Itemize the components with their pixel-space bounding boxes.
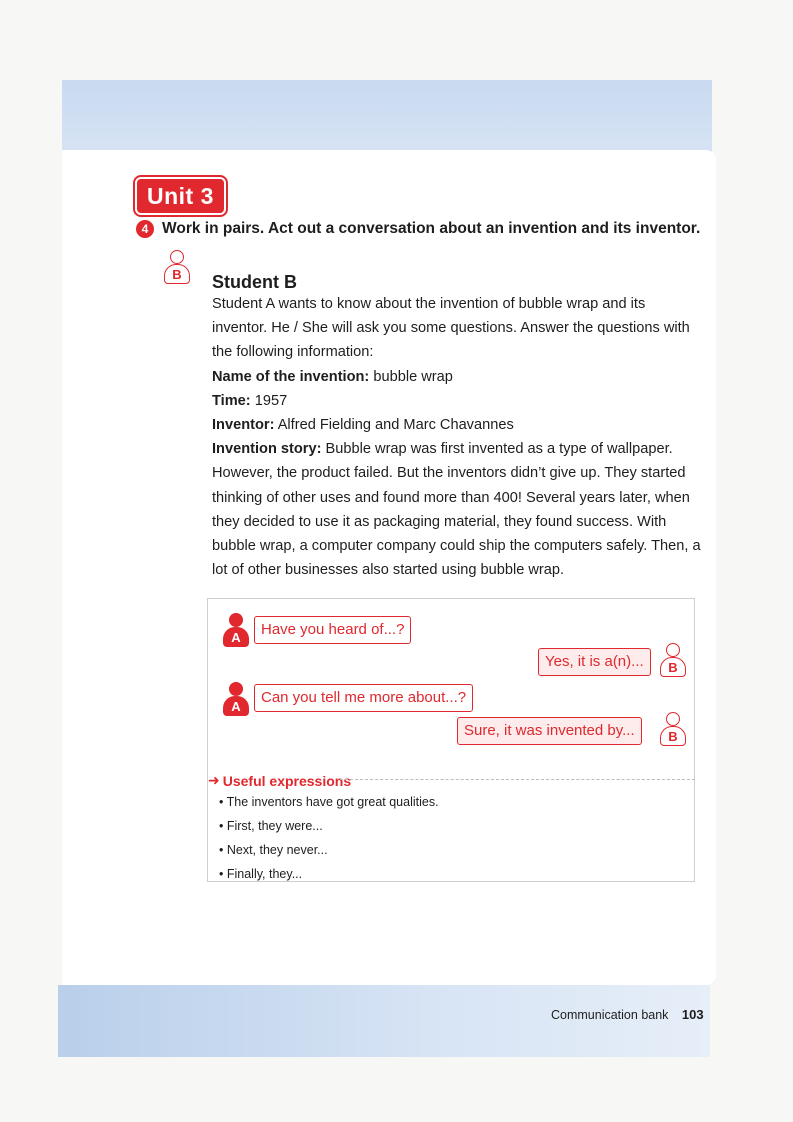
dialogue-bubble-b-1: Yes, it is a(n)... — [538, 648, 651, 676]
student-title: Student B — [212, 272, 297, 292]
dashed-divider — [340, 779, 695, 780]
info-time: Time: 1957 — [212, 392, 288, 409]
page-footer — [551, 1007, 704, 1022]
list-item: • Next, they never... — [219, 838, 439, 862]
arrow-icon: ➜ — [208, 772, 220, 788]
speaker-b-icon: B — [660, 712, 686, 748]
speaker-a-icon: A — [223, 613, 249, 649]
list-item: • Finally, they... — [219, 862, 439, 886]
info-story: Invention story: Bubble wrap was first invented as a type of wallpaper. However, the product failed. But the inventors didn’t give up. They started thinking of other uses and found more than 400! Several years later, when they decided to use it as packaging material, they found success. With bubble wrap, a computer company could ship the computers safely. Then, a lot of other businesses also started using bubble wrap. — [212, 441, 701, 579]
student-b-instructions — [212, 292, 702, 582]
task-instruction — [136, 220, 700, 238]
dialogue-bubble-a-2: Can you tell me more about...? — [254, 684, 473, 712]
task-number-icon: 4 — [136, 220, 154, 238]
task-text: Work in pairs. Act out a conversation about an invention and its inventor. — [162, 220, 701, 237]
useful-expressions-list — [219, 790, 439, 886]
dialogue-bubble-b-2: Sure, it was invented by... — [457, 717, 642, 745]
unit-badge: Unit 3 — [135, 177, 226, 215]
dialogue-bubble-a-1: Have you heard of...? — [254, 616, 411, 644]
footer-section: Communication bank — [551, 1008, 669, 1022]
top-color-band — [62, 80, 712, 152]
speaker-a-icon: A — [223, 682, 249, 718]
info-inventor: Inventor: Alfred Fielding and Marc Chavannes — [212, 417, 514, 434]
speaker-b-icon: B — [660, 643, 686, 679]
list-item: • First, they were... — [219, 814, 439, 838]
student-b-icon: B — [164, 250, 190, 286]
intro-text: Student A wants to know about the invention of bubble wrap and its inventor. He / She will ask you some questions. Answer the questions with the following information: — [212, 296, 690, 361]
page-number: 103 — [681, 1007, 704, 1022]
useful-expressions-title: ➜ Useful expressions — [208, 772, 352, 789]
list-item: • The inventors have got great qualities. — [219, 790, 439, 814]
info-name: Name of the invention: bubble wrap — [212, 368, 453, 385]
